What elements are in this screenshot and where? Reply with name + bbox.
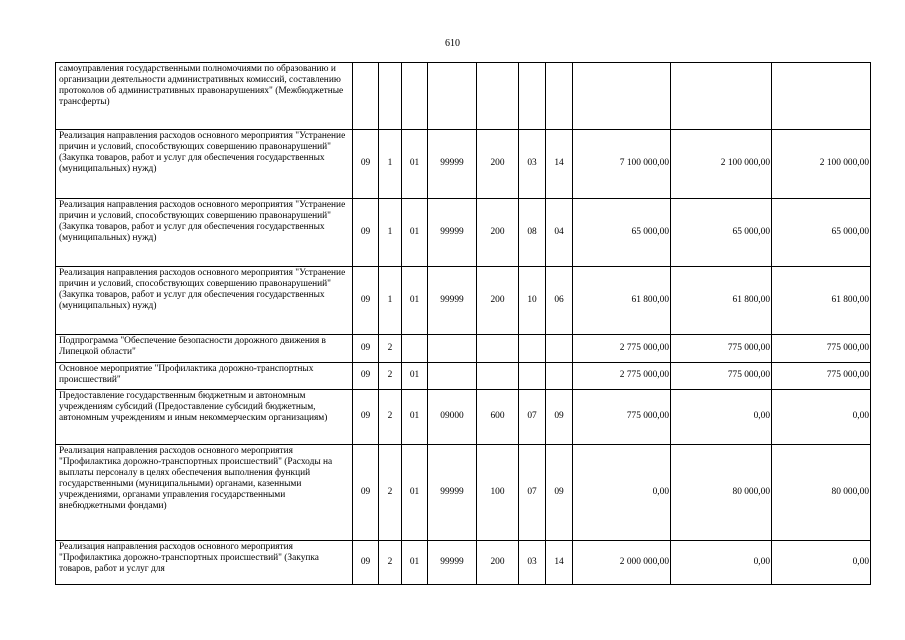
gp-code (353, 63, 379, 130)
section-code: 07 (519, 390, 546, 445)
direction-code (428, 335, 477, 363)
direction-code: 99999 (428, 445, 477, 541)
event-code: 01 (402, 199, 428, 267)
amount-2021 (772, 63, 871, 130)
budget-table (55, 62, 871, 585)
expense-type-code (477, 63, 519, 130)
name-cell: Подпрограмма "Обеспечение безопасности дорожного движения в Липецкой области" (56, 335, 353, 363)
subsection-code: 14 (546, 541, 573, 585)
name-cell: Реализация направления расходов основного мероприятия "Устранение причин и условий, способствующих совершению правонарушений" (Закупка товаров, работ и услуг для обеспечения государственных (муниципальных) нужд) (56, 199, 353, 267)
table-row (56, 63, 871, 130)
expense-type-code: 100 (477, 445, 519, 541)
subprogram-code: 2 (379, 541, 402, 585)
subprogram-code: 1 (379, 199, 402, 267)
subprogram-code: 1 (379, 267, 402, 335)
name-cell: Реализация направления расходов основного мероприятия "Устранение причин и условий, способствующих совершению правонарушений" (Закупка товаров, работ и услуг для обеспечения государственных (муниципальных) нужд) (56, 267, 353, 335)
amount-2020: 0,00 (671, 390, 772, 445)
gp-code: 09 (353, 445, 379, 541)
gp-code: 09 (353, 335, 379, 363)
amount-2021: 0,00 (772, 541, 871, 585)
subsection-code: 04 (546, 199, 573, 267)
event-code (402, 63, 428, 130)
amount-2020: 2 100 000,00 (671, 130, 772, 199)
subprogram-code: 1 (379, 130, 402, 199)
subsection-code: 14 (546, 130, 573, 199)
section-code: 07 (519, 445, 546, 541)
page-number: 610 (445, 38, 460, 49)
amount-2021: 775 000,00 (772, 335, 871, 363)
amount-2020: 61 800,00 (671, 267, 772, 335)
amount-2019: 2 000 000,00 (573, 541, 671, 585)
table-row (56, 390, 871, 445)
name-cell: Реализация направления расходов основного мероприятия "Устранение причин и условий, способствующих совершению правонарушений" (Закупка товаров, работ и услуг для обеспечения государственных (муниципальных) нужд) (56, 130, 353, 199)
amount-2019: 0,00 (573, 445, 671, 541)
subsection-code (546, 63, 573, 130)
amount-2021: 80 000,00 (772, 445, 871, 541)
direction-code (428, 63, 477, 130)
section-code (519, 363, 546, 390)
section-code: 03 (519, 541, 546, 585)
table-row (56, 199, 871, 267)
amount-2019: 775 000,00 (573, 390, 671, 445)
table-row (56, 541, 871, 585)
section-code: 03 (519, 130, 546, 199)
section-code (519, 63, 546, 130)
amount-2019: 65 000,00 (573, 199, 671, 267)
event-code (402, 335, 428, 363)
subsection-code (546, 363, 573, 390)
amount-2020: 775 000,00 (671, 363, 772, 390)
gp-code: 09 (353, 390, 379, 445)
subprogram-code: 2 (379, 335, 402, 363)
event-code: 01 (402, 363, 428, 390)
gp-code: 09 (353, 541, 379, 585)
table-row (56, 267, 871, 335)
gp-code: 09 (353, 363, 379, 390)
direction-code: 99999 (428, 199, 477, 267)
table-row (56, 335, 871, 363)
expense-type-code: 200 (477, 267, 519, 335)
subsection-code: 06 (546, 267, 573, 335)
amount-2019: 2 775 000,00 (573, 363, 671, 390)
expense-type-code (477, 335, 519, 363)
subsection-code: 09 (546, 445, 573, 541)
amount-2021: 65 000,00 (772, 199, 871, 267)
table-row (56, 130, 871, 199)
section-code (519, 335, 546, 363)
amount-2021: 0,00 (772, 390, 871, 445)
direction-code: 99999 (428, 130, 477, 199)
amount-2019: 7 100 000,00 (573, 130, 671, 199)
table-row (56, 363, 871, 390)
amount-2021: 775 000,00 (772, 363, 871, 390)
direction-code: 09000 (428, 390, 477, 445)
section-code: 08 (519, 199, 546, 267)
event-code: 01 (402, 390, 428, 445)
event-code: 01 (402, 541, 428, 585)
amount-2019 (573, 63, 671, 130)
subprogram-code (379, 63, 402, 130)
name-cell: Основное мероприятие "Профилактика дорожно-транспортных происшествий" (56, 363, 353, 390)
expense-type-code: 200 (477, 199, 519, 267)
amount-2020 (671, 63, 772, 130)
amount-2021: 2 100 000,00 (772, 130, 871, 199)
event-code: 01 (402, 267, 428, 335)
subprogram-code: 2 (379, 363, 402, 390)
subsection-code (546, 335, 573, 363)
expense-type-code: 200 (477, 130, 519, 199)
name-cell: Реализация направления расходов основного мероприятия "Профилактика дорожно-транспортных происшествий" (Закупка товаров, работ и услуг для (56, 541, 353, 585)
event-code: 01 (402, 445, 428, 541)
amount-2020: 80 000,00 (671, 445, 772, 541)
expense-type-code: 600 (477, 390, 519, 445)
event-code: 01 (402, 130, 428, 199)
amount-2020: 0,00 (671, 541, 772, 585)
amount-2021: 61 800,00 (772, 267, 871, 335)
name-cell: Реализация направления расходов основного мероприятия "Профилактика дорожно-транспортных происшествий" (Расходы на выплаты персоналу в целях обеспечения выполнения функций государственными (муниципальными) органами, казенными учреждениями, органами управления государственными внебюджетными фондами) (56, 445, 353, 541)
subprogram-code: 2 (379, 390, 402, 445)
direction-code: 99999 (428, 267, 477, 335)
amount-2020: 775 000,00 (671, 335, 772, 363)
section-code: 10 (519, 267, 546, 335)
gp-code: 09 (353, 199, 379, 267)
amount-2019: 2 775 000,00 (573, 335, 671, 363)
gp-code: 09 (353, 130, 379, 199)
subsection-code: 09 (546, 390, 573, 445)
gp-code: 09 (353, 267, 379, 335)
expense-type-code (477, 363, 519, 390)
amount-2020: 65 000,00 (671, 199, 772, 267)
name-cell: Предоставление государственным бюджетным и автономным учреждениям субсидий (Предоставление субсидий бюджетным, автономным учреждениям и иным некоммерческим организациям) (56, 390, 353, 445)
amount-2019: 61 800,00 (573, 267, 671, 335)
expense-type-code: 200 (477, 541, 519, 585)
name-cell: самоуправления государственными полномочиями по образованию и организации деятельности административных комиссий, составлению протоколов об административных правонарушениях" (Межбюджетные трансферты) (56, 63, 353, 130)
subprogram-code: 2 (379, 445, 402, 541)
table-body (56, 63, 871, 585)
direction-code (428, 363, 477, 390)
table-row (56, 445, 871, 541)
direction-code: 99999 (428, 541, 477, 585)
